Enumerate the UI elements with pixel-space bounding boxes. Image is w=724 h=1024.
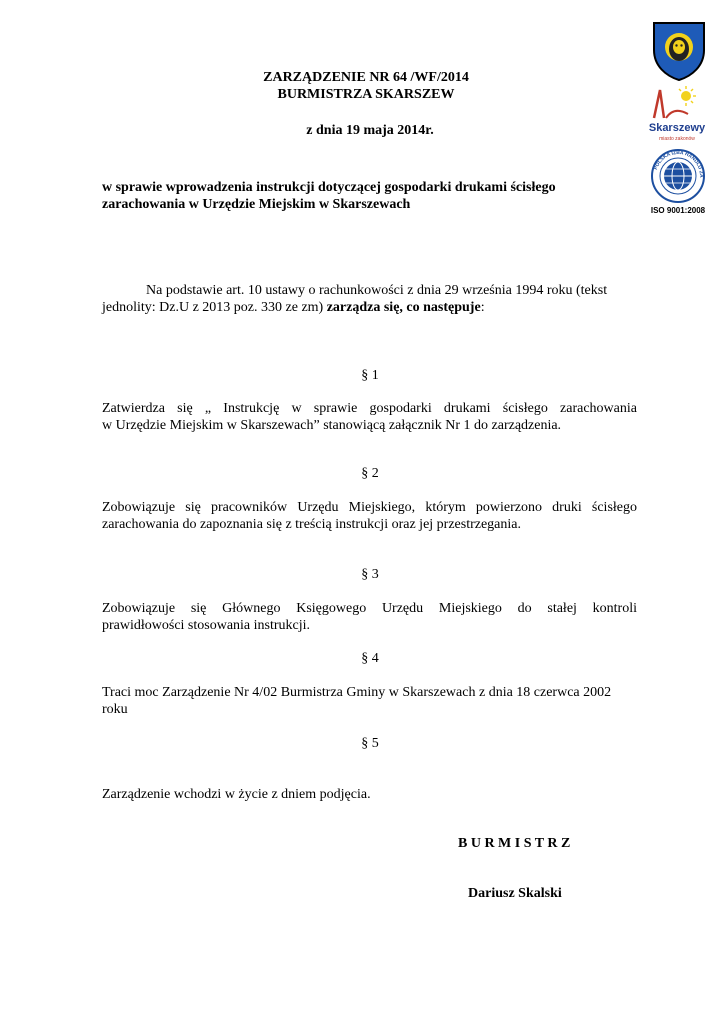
section-symbol-4: § 4 <box>361 651 379 666</box>
section-4-line-1: Traci moc Zarządzenie Nr 4/02 Burmistrza Gminy w Skarszewach z dnia 18 czerwca 2002 <box>102 685 612 700</box>
section-symbol-5: § 5 <box>361 736 379 751</box>
preamble-end-text: : <box>480 300 485 315</box>
section-body-1 <box>102 400 637 434</box>
section-symbol-1: § 1 <box>361 368 379 383</box>
section-body-4 <box>102 684 642 718</box>
section-3-line-2: prawidłowości stosowania instrukcji. <box>102 618 311 633</box>
city-logo-text: Skarszewy <box>648 122 706 134</box>
title-line-1: ZARZĄDZENIE NR 64 /WF/2014 <box>263 70 469 85</box>
city-logo-tagline: miasto zakonów <box>659 136 695 142</box>
section-4-line-2: roku <box>102 702 128 717</box>
section-body-3 <box>102 600 637 634</box>
title-line-2: BURMISTRZA SKARSZEW <box>277 87 455 102</box>
preamble-bold-text: zarządza się, co następuje <box>326 300 481 315</box>
section-3-line-1: Zobowiązuje się Głównego Księgowego Urzędu Miejskiego do stałej kontroli <box>102 601 637 616</box>
document-title <box>0 69 724 103</box>
preamble-line-2 <box>102 299 637 316</box>
subject-line-2: zarachowania w Urzędzie Miejskim w Skarszewach <box>102 197 411 212</box>
section-symbol-3: § 3 <box>361 567 379 582</box>
section-5-line-1: Zarządzenie wchodzi w życie z dniem podjęcia. <box>102 787 371 802</box>
section-symbol-2: § 2 <box>361 466 379 481</box>
section-body-2 <box>102 499 637 533</box>
section-1-line-2: w Urzędzie Miejskim w Skarszewach” stanowiącą załącznik Nr 1 do zarządzenia. <box>102 418 562 433</box>
section-1-line-1: Zatwierdza się „ Instrukcję w sprawie gospodarki drukami ścisłego zarachowania <box>102 401 637 416</box>
chamber-name-text: POLSKA IZBA HANDLU ZA <box>652 149 705 178</box>
preamble <box>102 282 637 316</box>
subject-line-1: w sprawie wprowadzenia instrukcji dotyczącej gospodarki drukami ścisłego <box>102 180 556 195</box>
document-date: z dnia 19 maja 2014r. <box>306 123 434 138</box>
iso-certificate-text: ISO 9001:2008 <box>650 206 706 215</box>
subject <box>102 179 622 213</box>
signature-name: Dariusz Skalski <box>468 886 562 901</box>
chamber-iso-logo <box>645 148 711 218</box>
section-2-line-1: Zobowiązuje się pracowników Urzędu Miejskiego, którym powierzono druki ścisłego <box>102 500 637 515</box>
section-body-5 <box>102 786 637 803</box>
section-2-line-2: zarachowania do zapoznania się z treścią instrukcji oraz jej przestrzegania. <box>102 517 522 532</box>
preamble-line-1: Na podstawie art. 10 ustawy o rachunkowości z dnia 29 września 1994 roku (tekst <box>146 283 608 298</box>
preamble-normal-text: jednolity: Dz.U z 2013 poz. 330 ze zm) <box>102 300 327 315</box>
signature-role: B U R M I S T R Z <box>458 836 571 851</box>
